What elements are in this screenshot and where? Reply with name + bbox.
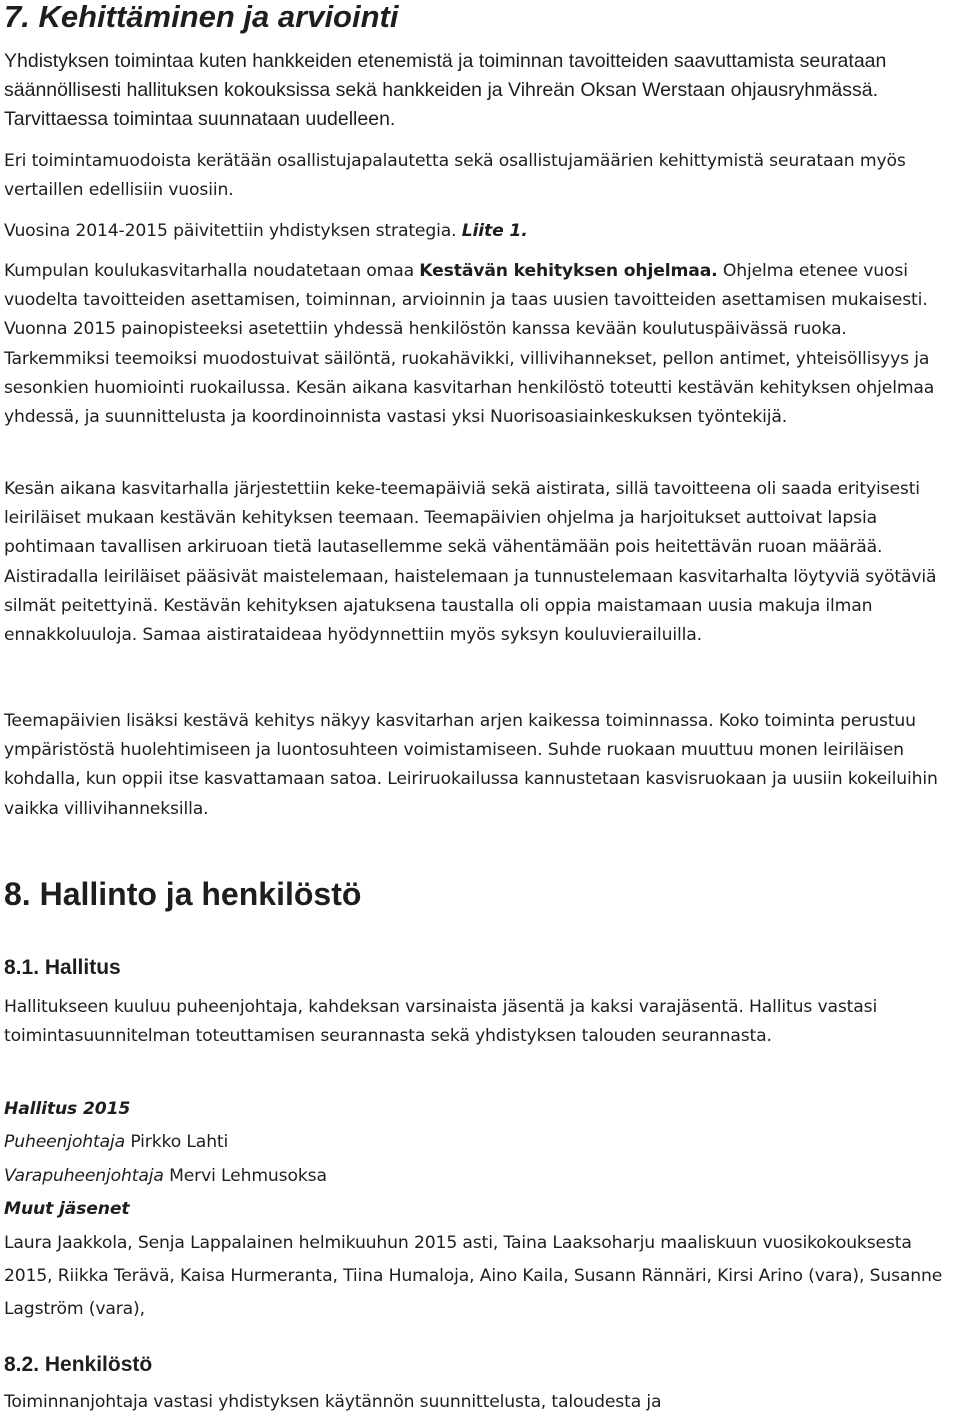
section-8-heading: 8. Hallinto ja henkilöstö (4, 876, 362, 912)
subsection-8-1-heading: 8.1. Hallitus (4, 956, 121, 979)
vice-chair-label: Varapuheenjohtaja (4, 1165, 164, 1186)
board-list (4, 1093, 956, 1327)
section-7-paragraph-2: Eri toimintamuodoista kerätään osallistujapalautetta sekä osallistujamäärien kehittymistä seurataan myös vertaillen edellisiin vuosiin. (4, 151, 906, 201)
program-description: Ohjelma etenee vuosi vuodelta tavoitteiden asettamisen, toiminnan, arvioinnin ja taas uusien tavoitteiden asettamisen mukaisesti. Vuonna 2015 painopisteeksi asetettiin yhdessä henkilöstön kanssa kevään koulutuspäivässä ruoka. Tarkemmiksi teemoiksi muodostuivat säilöntä, ruokahävikki, villivihannekset, pellon antimet, yhteisöllisyys ja sesonkien huomiointi ruokailussa. Kesän aikana kasvitarhan henkilöstö toteutti kestävän kehityksen ohjelmaa yhdessä, ja suunnittelusta ja koordinoinnista vastasi yksi Nuorisoasiainkeskuksen työntekijä. (4, 261, 935, 428)
program-name: Kestävän kehityksen ohjelmaa. (419, 261, 718, 281)
chair-name: Pirkko Lahti (125, 1132, 229, 1153)
members-label: Muut jäsenet (4, 1199, 130, 1220)
section-7-paragraph-1: Yhdistyksen toimintaa kuten hankkeiden etenemistä ja toiminnan tavoitteiden saavuttamista seurataan säännöllisesti hallituksen kokouksissa sekä hankkeiden ja Vihreän Oksan Werstaan ohjausryhmässä. Tarvittaessa toimintaa suunnataan uudelleen. (4, 50, 887, 130)
section-7-paragraph-6: Teemapäivien lisäksi kestävä kehitys näkyy kasvitarhan arjen kaikessa toiminnassa. Koko toiminta perustuu ympäristöstä huolehtimiseen ja luontosuhteen voimistamiseen. Suhde ruokaan muuttuu monen leiriläisen kohdalla, kun oppii itse kasvattamaan satoa. Leiriruokailussa kannustetaan kasvisruokaan ja uusiin kokeiluihin vaikka villivihanneksilla. (4, 711, 938, 819)
section-7-paragraph-5: Kesän aikana kasvitarhalla järjestettiin keke-teemapäiviä sekä aistirata, sillä tavoitteena oli saada erityisesti leiriläiset mukaan kestävän kehityksen teemaan. Teemapäivien ohjelma ja harjoitukset auttoivat lapsia pohtimaan tavallisen arkiruoan tietä lautasellemme sekä vähentämään pois heitettävän ruoan määrää. Aistiradalla leiriläiset pääsivät maistelemaan, haistelemaan ja tunnustelemaan kasvitarhalta löytyviä syötäviä silmät peitettyinä. Kestävän kehityksen ajatuksena taustalla oli oppia maistamaan uusia makuja ilman ennakkoluuloja. Samaa aistirataideaa hyödynnettiin myös syksyn kouluvierailuilla. (4, 479, 937, 646)
section-7-paragraph-3 (4, 217, 956, 246)
board-title: Hallitus 2015 (4, 1099, 131, 1119)
subsection-8-2-heading: 8.2. Henkilöstö (4, 1353, 153, 1376)
section-7-heading: 7. Kehittäminen ja arviointi (4, 0, 399, 34)
subsection-8-2-paragraph: Toiminnanjohtaja vastasi yhdistyksen käytännön suunnittelusta, taloudesta ja (4, 1392, 662, 1412)
members-list: Laura Jaakkola, Senja Lappalainen helmikuuhun 2015 asti, Taina Laaksoharju maaliskuun vuosikokouksesta 2015, Riikka Terävä, Kaisa Hurmeranta, Tiina Humaloja, Aino Kaila, Susann Rännäri, Kirsi Arino (vara), Susanne Lagström (vara), (4, 1232, 943, 1320)
section-7-paragraph-4 (4, 257, 956, 432)
subsection-8-1-paragraph: Hallitukseen kuuluu puheenjohtaja, kahdeksan varsinaista jäsentä ja kaksi varajäsentä. Hallitus vastasi toimintasuunnitelman toteuttamisen seurannasta sekä yhdistyksen talouden seurannasta. (4, 997, 878, 1047)
vice-chair-name: Mervi Lehmusoksa (163, 1165, 327, 1186)
chair-label: Puheenjohtaja (4, 1132, 126, 1153)
appendix-reference: Liite 1. (461, 221, 528, 241)
program-intro-text: Kumpulan koulukasvitarhalla noudatetaan omaa (4, 261, 420, 281)
strategy-text: Vuosina 2014-2015 päivitettiin yhdistyksen strategia. (4, 221, 462, 241)
